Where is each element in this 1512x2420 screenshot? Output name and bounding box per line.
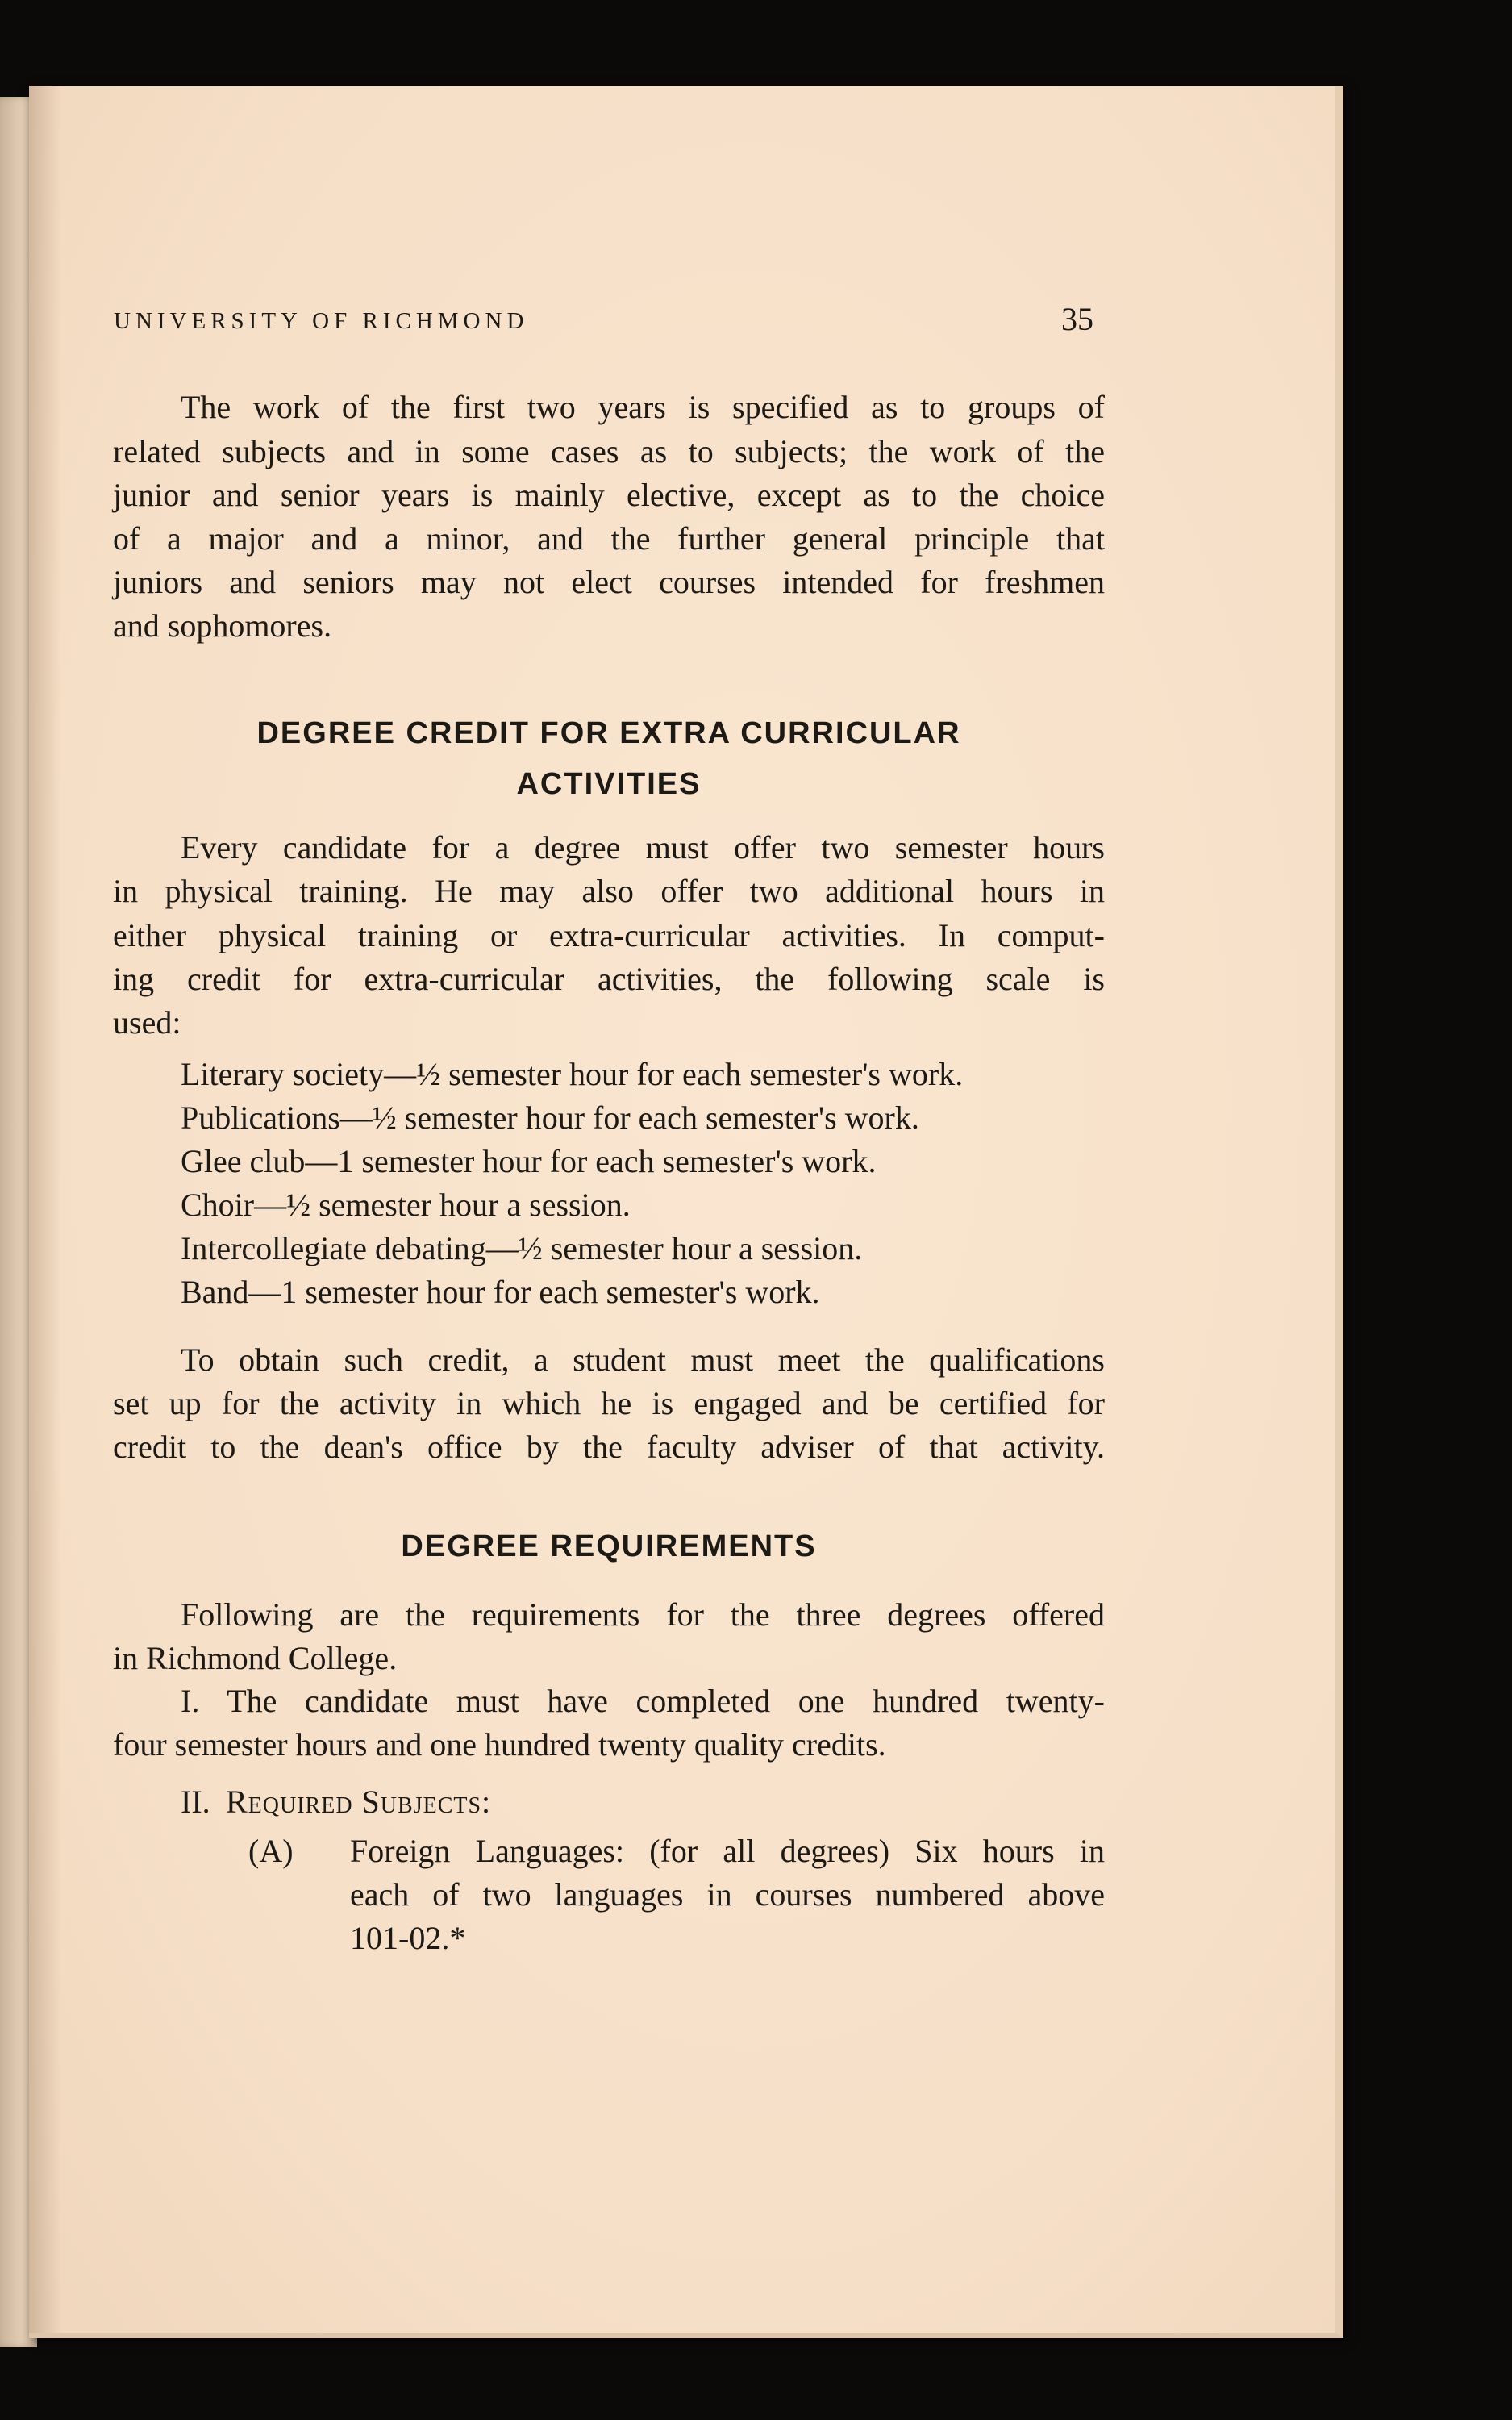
extra-curricular-paragraph-line: ing credit for extra-curricular activities, the following scale is	[113, 961, 1105, 997]
intro-paragraph-line: of a major and a minor, and the further general principle that	[113, 520, 1105, 557]
extra-curricular-paragraph-line: either physical training or extra-curricular activities. In comput-	[113, 917, 1105, 953]
requirement-one-line: I. The candidate must have completed one hundred twenty-	[181, 1683, 1105, 1719]
page-number: 35	[1061, 301, 1093, 337]
credit-scale-item: Literary society—½ semester hour for each semester's work.	[181, 1056, 964, 1092]
degree-requirements-intro-line: Following are the requirements for the three degrees offered	[181, 1596, 1105, 1633]
sub-item-a-line: each of two languages in courses numbered above	[350, 1876, 1105, 1913]
intro-paragraph-line: juniors and seniors may not elect courses intended for freshmen	[113, 564, 1105, 600]
extra-curricular-heading: DEGREE CREDIT FOR EXTRA CURRICULAR	[256, 716, 961, 750]
intro-paragraph-line: related subjects and in some cases as to subjects; the work of the	[113, 433, 1105, 469]
extra-curricular-paragraph-line: in physical training. He may also offer two additional hours in	[113, 873, 1105, 909]
qualification-paragraph-line: credit to the dean's office by the faculty adviser of that activity.	[113, 1429, 1105, 1465]
extra-curricular-heading: ACTIVITIES	[516, 767, 702, 801]
requirement-two-number: II.	[181, 1784, 210, 1820]
page-gutter-shadow	[29, 86, 61, 2333]
running-head: UNIVERSITY OF RICHMOND	[114, 308, 529, 334]
intro-paragraph-line: and sophomores.	[113, 607, 332, 644]
sub-item-a-line: 101-02.*	[350, 1920, 466, 1956]
requirement-two-label: Required Subjects:	[226, 1784, 492, 1820]
sub-item-a-letter: (A)	[248, 1833, 294, 1869]
qualification-paragraph-line: To obtain such credit, a student must meet the qualifications	[181, 1341, 1105, 1378]
intro-paragraph-line: The work of the first two years is specified as to groups of	[181, 389, 1105, 425]
requirement-one-line: four semester hours and one hundred twenty quality credits.	[113, 1726, 886, 1763]
intro-paragraph-line: junior and senior years is mainly elective, except as to the choice	[113, 477, 1105, 513]
credit-scale-item: Choir—½ semester hour a session.	[181, 1187, 631, 1223]
credit-scale-item: Intercollegiate debating—½ semester hour a session.	[181, 1230, 863, 1266]
credit-scale-item: Band—1 semester hour for each semester's work.	[181, 1274, 820, 1310]
credit-scale-item: Publications—½ semester hour for each semester's work.	[181, 1099, 919, 1136]
extra-curricular-paragraph-line: Every candidate for a degree must offer two semester hours	[181, 829, 1105, 866]
degree-requirements-heading: DEGREE REQUIREMENTS	[401, 1529, 817, 1563]
sub-item-a-line: Foreign Languages: (for all degrees) Six hours in	[350, 1833, 1105, 1869]
extra-curricular-paragraph-line: used:	[113, 1004, 181, 1041]
qualification-paragraph-line: set up for the activity in which he is engaged and be certified for	[113, 1385, 1105, 1421]
degree-requirements-intro-line: in Richmond College.	[113, 1640, 398, 1676]
credit-scale-item: Glee club—1 semester hour for each semester's work.	[181, 1143, 877, 1179]
